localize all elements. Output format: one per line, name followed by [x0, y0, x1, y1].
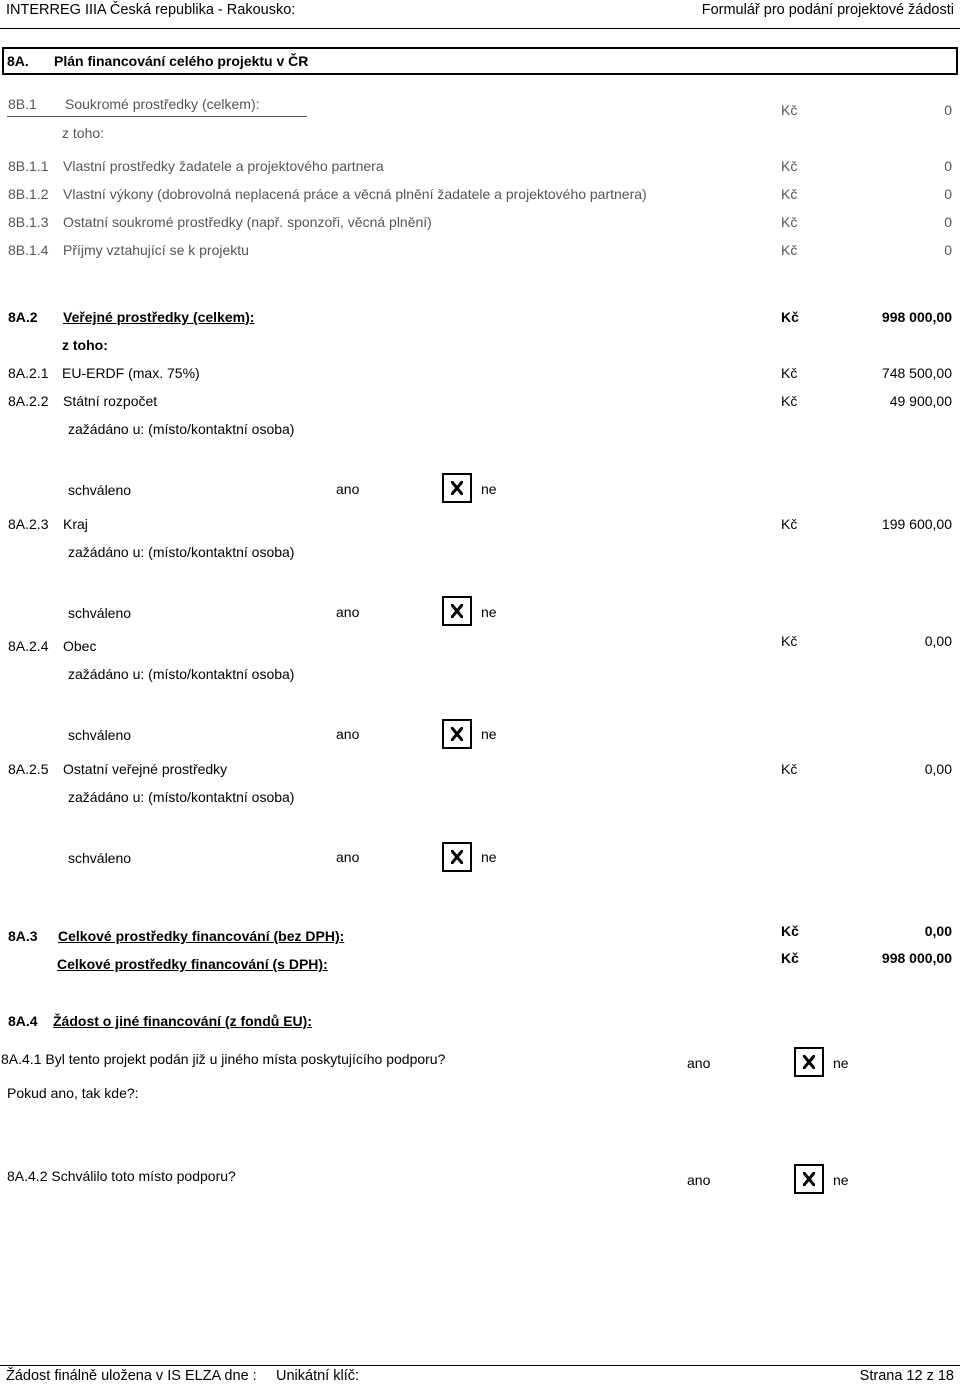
checkmark-x-icon — [803, 1172, 815, 1186]
requested-label: zažádáno u: (místo/kontaktní osoba) — [68, 789, 295, 805]
requested-label: zažádáno u: (místo/kontaktní osoba) — [68, 544, 295, 560]
private-row-label: Vlastní prostředky žadatele a projektového partnera — [63, 158, 384, 174]
private-title-underline — [7, 116, 307, 117]
public-total-currency: Kč — [781, 309, 799, 325]
public-row-currency: Kč — [781, 761, 798, 777]
public-row-code: 8A.2.3 — [8, 516, 49, 532]
public-row-value: 49 900,00 — [889, 393, 952, 409]
total-without-vat-currency: Kč — [781, 923, 799, 939]
header-rule — [0, 28, 960, 29]
private-row-code: 8B.1.2 — [8, 186, 49, 202]
option-no-label: ne — [481, 604, 497, 620]
private-row-code: 8B.1.4 — [8, 242, 49, 258]
approved-label: schváleno — [68, 605, 132, 621]
requested-label: zažádáno u: (místo/kontaktní osoba) — [68, 666, 295, 682]
where-label: Pokud ano, tak kde?: — [7, 1085, 139, 1101]
option-no-label: ne — [481, 481, 497, 497]
requested-label: zažádáno u: (místo/kontaktní osoba) — [68, 421, 295, 437]
checkmark-x-icon — [451, 604, 463, 618]
header-form-name: Formulář pro podání projektové žádosti — [701, 2, 954, 18]
checkmark-x-icon — [451, 727, 463, 741]
private-total-title: Soukromé prostředky (celkem): — [65, 96, 260, 112]
public-total-title: Veřejné prostředky (celkem): — [63, 309, 255, 325]
erdf-code: 8A.2.1 — [8, 365, 49, 381]
public-row-code: 8A.2.4 — [8, 638, 49, 654]
erdf-value: 748 500,00 — [881, 365, 952, 381]
option-no-label: ne — [481, 849, 497, 865]
public-row-label: Státní rozpočet — [63, 393, 158, 409]
total-without-vat-label: Celkové prostředky financování (bez DPH): — [58, 928, 345, 944]
approved-support-checkbox[interactable] — [794, 1164, 824, 1194]
private-row-label: Příjmy vztahující se k projektu — [63, 242, 249, 258]
private-row-value: 0 — [944, 214, 952, 230]
footer-page-number: Strana 12 z 18 — [859, 1368, 954, 1384]
option-yes-label: ano — [336, 726, 360, 742]
public-row-label: Obec — [63, 638, 97, 654]
section-8a-code: 8A. — [7, 53, 29, 69]
erdf-label: EU-ERDF (max. 75%) — [62, 365, 200, 381]
question-label: 8A.4.2 Schválilo toto místo podporu? — [7, 1168, 236, 1184]
checkmark-x-icon — [451, 481, 463, 495]
private-row-code: 8B.1.3 — [8, 214, 49, 230]
option-yes-label: ano — [336, 604, 360, 620]
checkmark-x-icon — [451, 850, 463, 864]
private-total-code: 8B.1 — [8, 96, 37, 112]
total-with-vat-value: 998 000,00 — [881, 950, 952, 966]
private-row-code: 8B.1.1 — [8, 158, 49, 174]
section-8a-title: Plán financování celého projektu v ČR — [54, 53, 309, 69]
private-row-label: Ostatní soukromé prostředky (např. sponzoři, věcná plnění) — [63, 214, 432, 230]
total-with-vat-currency: Kč — [781, 950, 799, 966]
public-total-value: 998 000,00 — [881, 309, 952, 325]
total-without-vat-value: 0,00 — [924, 923, 952, 939]
public-row-value: 0,00 — [924, 761, 952, 777]
public-row-code: 8A.2.2 — [8, 393, 49, 409]
private-row-value: 0 — [944, 242, 952, 258]
total-code: 8A.3 — [8, 928, 38, 944]
public-row-currency: Kč — [781, 633, 798, 649]
private-row-label: Vlastní výkony (dobrovolná neplacená práce a věcná plnění žadatele a projektového partnera) — [63, 186, 647, 202]
other-funding-code: 8A.4 — [8, 1013, 38, 1029]
footer-rule — [0, 1365, 960, 1366]
private-of-which: z toho: — [62, 125, 105, 141]
public-row-label: Kraj — [63, 516, 88, 532]
private-row-currency: Kč — [781, 158, 798, 174]
approved-checkbox[interactable] — [442, 719, 472, 749]
public-row-currency: Kč — [781, 516, 798, 532]
public-row-value: 199 600,00 — [881, 516, 952, 532]
private-row-value: 0 — [944, 158, 952, 174]
option-no-label: ne — [481, 726, 497, 742]
submitted-elsewhere-checkbox[interactable] — [794, 1047, 824, 1077]
public-row-code: 8A.2.5 — [8, 761, 49, 777]
public-total-code: 8A.2 — [8, 309, 38, 325]
option-no-label: ne — [833, 1172, 849, 1188]
private-total-value: 0 — [944, 102, 952, 118]
public-row-label: Ostatní veřejné prostředky — [63, 761, 228, 777]
footer-saved-label: Žádost finálně uložena v IS ELZA dne : — [6, 1368, 257, 1384]
checkmark-x-icon — [803, 1055, 815, 1069]
other-funding-title: Žádost o jiné financování (z fondů EU): — [53, 1013, 312, 1029]
erdf-currency: Kč — [781, 365, 798, 381]
approved-label: schváleno — [68, 850, 132, 866]
approved-label: schváleno — [68, 482, 132, 498]
public-row-currency: Kč — [781, 393, 798, 409]
option-yes-label: ano — [687, 1055, 711, 1071]
approved-label: schváleno — [68, 727, 132, 743]
option-yes-label: ano — [687, 1172, 711, 1188]
private-row-currency: Kč — [781, 186, 798, 202]
option-yes-label: ano — [336, 849, 360, 865]
approved-checkbox[interactable] — [442, 473, 472, 503]
public-row-value: 0,00 — [924, 633, 952, 649]
public-of-which: z toho: — [62, 337, 108, 353]
approved-checkbox[interactable] — [442, 596, 472, 626]
private-row-currency: Kč — [781, 242, 798, 258]
option-yes-label: ano — [336, 481, 360, 497]
question-label: 8A.4.1 Byl tento projekt podán již u jiného místa poskytujícího podporu? — [1, 1051, 446, 1067]
option-no-label: ne — [833, 1055, 849, 1071]
private-total-currency: Kč — [781, 102, 798, 118]
header-title: INTERREG IIIA Česká republika - Rakousko: — [6, 2, 296, 18]
footer-key-label: Unikátní klíč: — [276, 1368, 359, 1384]
total-with-vat-label: Celkové prostředky financování (s DPH): — [57, 956, 328, 972]
private-row-currency: Kč — [781, 214, 798, 230]
private-row-value: 0 — [944, 186, 952, 202]
approved-checkbox[interactable] — [442, 842, 472, 872]
